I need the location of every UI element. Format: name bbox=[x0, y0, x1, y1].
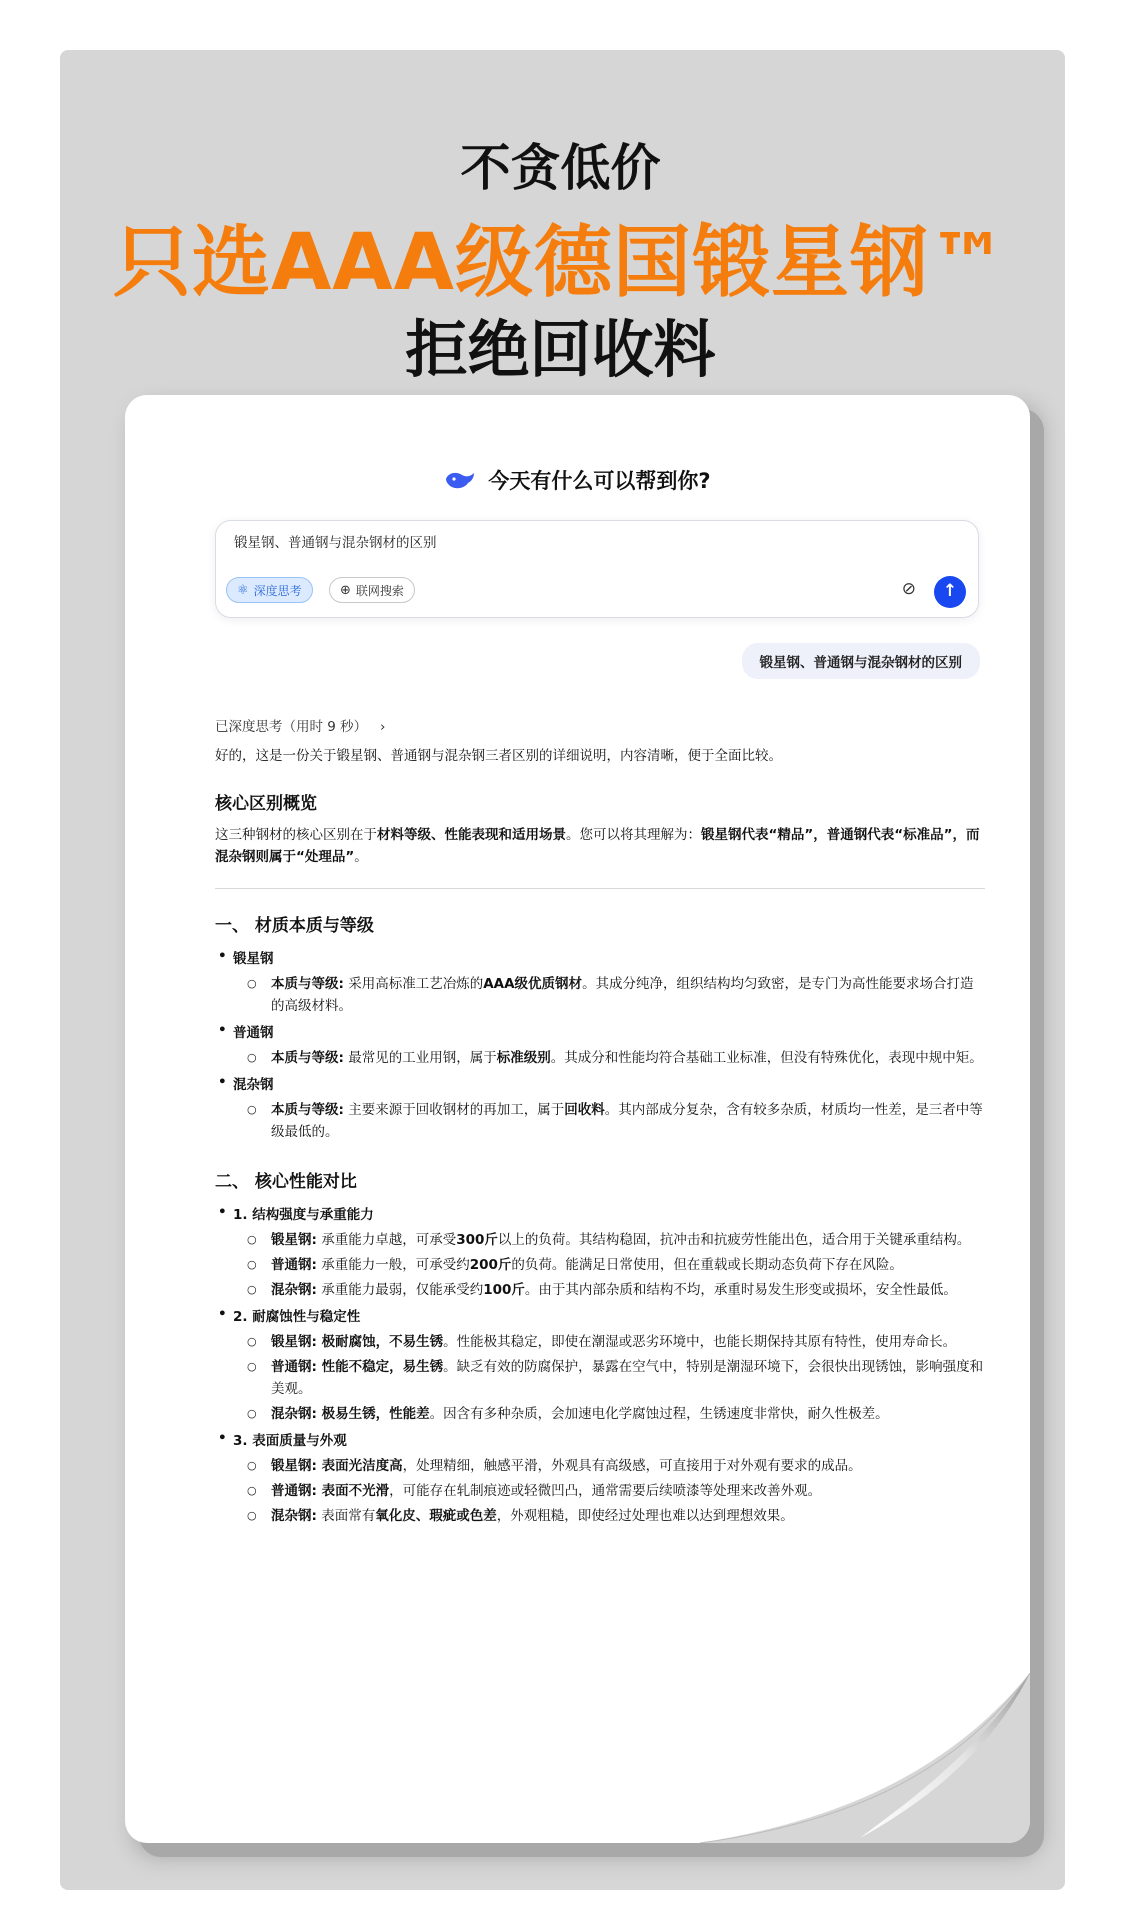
sub-item bbox=[233, 1403, 985, 1425]
atom-icon: ⚛ bbox=[237, 582, 249, 598]
ov-text-a: 这三种钢材的核心区别在于 bbox=[215, 827, 377, 843]
sub-item bbox=[233, 1505, 985, 1527]
sub-item bbox=[233, 1356, 985, 1400]
sub-bold: 氧化皮、瑕疵或色差 bbox=[375, 1508, 497, 1524]
item-title: • 混杂钢 bbox=[233, 1077, 274, 1093]
sub-label: 锻星钢: bbox=[271, 1458, 317, 1474]
list-item bbox=[215, 1204, 985, 1301]
sub-text: 表面常有 bbox=[316, 1508, 376, 1524]
deep-think-toggle[interactable] bbox=[226, 577, 313, 603]
sub-item bbox=[233, 1279, 985, 1301]
sub-text: 。其成分纯净，组织结构均匀致密，是专门为高性能要求场合打造的高级材料。 bbox=[271, 976, 974, 1014]
sub-text: 承重能力卓越，可承受 bbox=[316, 1232, 457, 1248]
sub-bold: 表面不光滑 bbox=[316, 1483, 390, 1499]
web-search-toggle[interactable] bbox=[329, 577, 415, 603]
sub-bold: 性能不稳定，易生锈 bbox=[316, 1359, 444, 1375]
arrow-up-icon: ↑ bbox=[942, 581, 958, 601]
user-message-bubble: 锻星钢、普通钢与混杂钢材的区别 bbox=[742, 643, 981, 679]
sub-text: 。因含有多种杂质，会加速电化学腐蚀过程，生锈速度非常快，耐久性极差。 bbox=[429, 1406, 889, 1422]
sub-label: 本质与等级: bbox=[271, 1050, 344, 1066]
sub-bold: 极耐腐蚀，不易生锈 bbox=[316, 1334, 444, 1350]
ov-bold-b: 材料等级、性能表现和适用场景 bbox=[377, 827, 566, 843]
section-2-list bbox=[215, 1204, 985, 1527]
sub-label: 混杂钢: bbox=[271, 1406, 317, 1422]
answer-intro: 好的，这是一份关于锻星钢、普通钢与混杂钢三者区别的详细说明，内容清晰，便于全面比较。 bbox=[215, 748, 782, 764]
list-item bbox=[215, 1430, 985, 1527]
sub-item bbox=[233, 1455, 985, 1477]
chat-input-text[interactable]: 锻星钢、普通钢与混杂钢材的区别 bbox=[234, 535, 437, 551]
sub-text: ，外观粗糙，即使经过处理也难以达到理想效果。 bbox=[496, 1508, 794, 1524]
sub-bold: 300斤 bbox=[456, 1232, 498, 1248]
ov-bold-d: 锻星钢代表“精品”，普通钢代表“标准品”，而混杂钢则属于“处理品” bbox=[215, 827, 980, 865]
section-2-heading: 二、 核心性能对比 bbox=[215, 1172, 357, 1192]
sub-text: 。由于其内部杂质和结构不均，承重时易发生形变或损坏，安全性最低。 bbox=[524, 1282, 957, 1298]
group-title: • 1. 结构强度与承重能力 bbox=[233, 1207, 374, 1223]
sub-text: 承重能力最弱，仅能承受约 bbox=[316, 1282, 484, 1298]
banner-headline: 只选AAA级德国锻星钢™ bbox=[112, 218, 1009, 308]
overview-paragraph bbox=[215, 824, 985, 868]
sub-bold: 200斤 bbox=[469, 1257, 512, 1273]
sub-text: 采用高标准工艺冶炼的 bbox=[343, 976, 484, 992]
page-curl-decoration bbox=[700, 1673, 1030, 1843]
sub-item bbox=[233, 1099, 985, 1143]
sub-item bbox=[233, 1229, 985, 1251]
sub-text: 。其内部成分复杂，含有较多杂质，材质均一性差，是三者中等级最低的。 bbox=[271, 1102, 983, 1140]
overview-heading: 核心区别概览 bbox=[215, 794, 317, 814]
ov-text-c: 。您可以将其理解为： bbox=[566, 827, 701, 843]
section-1-heading: 一、 材质本质与等级 bbox=[215, 916, 374, 936]
banner-line-1: 不贪低价 bbox=[460, 139, 661, 197]
sub-text: 承重能力一般，可承受约 bbox=[316, 1257, 470, 1273]
sub-text: 。其成分和性能均符合基础工业标准，但没有特殊优化，表现中规中矩。 bbox=[550, 1050, 983, 1066]
sub-bold: 100斤 bbox=[483, 1282, 525, 1298]
send-button[interactable] bbox=[934, 576, 966, 608]
list-item bbox=[215, 1074, 985, 1143]
list-item bbox=[215, 948, 985, 1017]
group-title: • 3. 表面质量与外观 bbox=[233, 1433, 347, 1449]
chat-input-box[interactable] bbox=[215, 520, 979, 618]
sub-label: 普通钢: bbox=[271, 1257, 317, 1273]
sub-item bbox=[233, 1331, 985, 1353]
greeting-text: 今天有什么可以帮到你? bbox=[488, 469, 711, 493]
item-title: • 锻星钢 bbox=[233, 951, 274, 967]
sub-bold: 回收料 bbox=[564, 1102, 605, 1118]
web-search-label: 联网搜索 bbox=[355, 583, 404, 598]
globe-icon: ⊕ bbox=[340, 582, 351, 598]
sub-label: 本质与等级: bbox=[271, 1102, 344, 1118]
group-title: • 2. 耐腐蚀性与稳定性 bbox=[233, 1309, 361, 1325]
sub-text: 以上的负荷。其结构稳固，抗冲击和抗疲劳性能出色，适合用于关键承重结构。 bbox=[497, 1232, 971, 1248]
banner-line-3: 拒绝回收料 bbox=[405, 313, 716, 386]
sub-text: ，处理精细，触感平滑，外观具有高级感，可直接用于对外观有要求的成品。 bbox=[402, 1458, 862, 1474]
greeting-header bbox=[125, 465, 1030, 496]
sub-label: 本质与等级: bbox=[271, 976, 344, 992]
list-item bbox=[215, 1306, 985, 1425]
deep-think-label: 深度思考 bbox=[253, 583, 302, 598]
sub-label: 锻星钢: bbox=[271, 1334, 317, 1350]
sub-item bbox=[233, 1047, 985, 1069]
sub-label: 锻星钢: bbox=[271, 1232, 317, 1248]
sub-label: 普通钢: bbox=[271, 1359, 317, 1375]
sub-item bbox=[233, 1480, 985, 1502]
sub-bold: 表面光洁度高 bbox=[316, 1458, 403, 1474]
sub-label: 混杂钢: bbox=[271, 1508, 317, 1524]
sub-bold: 极易生锈，性能差 bbox=[316, 1406, 430, 1422]
sub-label: 混杂钢: bbox=[271, 1282, 317, 1298]
whale-logo-icon bbox=[444, 469, 478, 496]
sub-label: 普通钢: bbox=[271, 1483, 317, 1499]
sub-text: 。性能极其稳定，即使在潮湿或恶劣环境中，也能长期保持其原有特性，使用寿命长。 bbox=[443, 1334, 957, 1350]
ov-text-e: 。 bbox=[354, 849, 368, 865]
sub-text: 。缺乏有效的防腐保护，暴露在空气中，特别是潮湿环境下，会很快出现锈蚀，影响强度和美观。 bbox=[271, 1359, 984, 1397]
sub-text: 最常见的工业用钢，属于 bbox=[343, 1050, 497, 1066]
sub-bold: AAA级优质钢材 bbox=[483, 976, 583, 992]
sub-text: ，可能存在轧制痕迹或轻微凹凸，通常需要后续喷漆等处理来改善外观。 bbox=[389, 1483, 822, 1499]
sub-bold: 标准级别 bbox=[496, 1050, 551, 1066]
sub-text: 主要来源于回收钢材的再加工，属于 bbox=[343, 1102, 565, 1118]
list-item bbox=[215, 1022, 985, 1069]
think-status-text: 已深度思考（用时 9 秒） bbox=[215, 719, 368, 735]
sub-item bbox=[233, 1254, 985, 1276]
chat-screenshot-card bbox=[125, 395, 1030, 1843]
sub-item bbox=[233, 973, 985, 1017]
think-status-toggle[interactable] bbox=[215, 715, 985, 735]
section-1-list bbox=[215, 948, 985, 1143]
divider bbox=[215, 888, 985, 889]
chevron-right-icon: › bbox=[380, 719, 386, 735]
attach-paperclip-icon[interactable]: ⊘ bbox=[901, 579, 916, 599]
item-title: • 普通钢 bbox=[233, 1025, 274, 1041]
assistant-answer bbox=[215, 715, 985, 1532]
sub-text: 的负荷。能满足日常使用，但在重载或长期动态负荷下存在风险。 bbox=[511, 1257, 903, 1273]
